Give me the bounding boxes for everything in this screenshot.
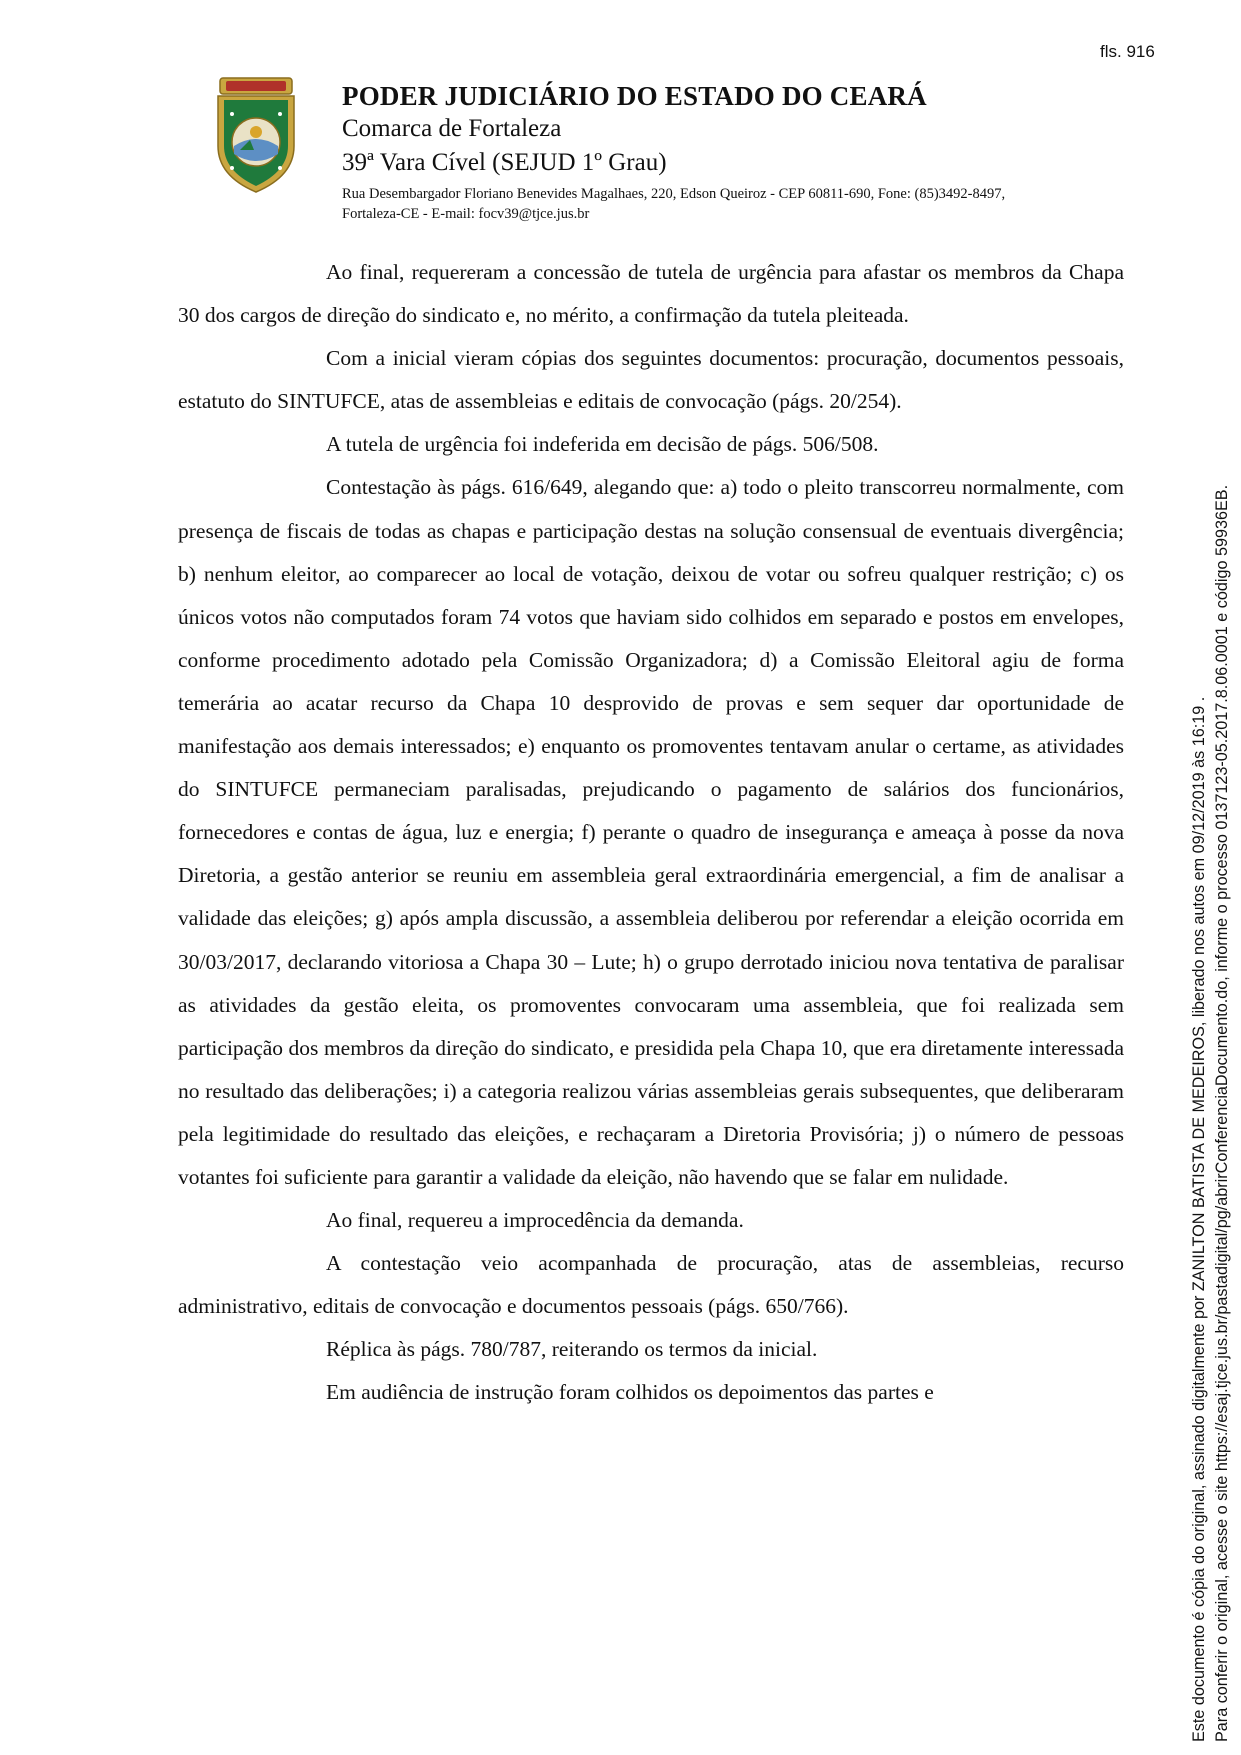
paragraph-5: Ao final, requereu a improcedência da demanda. — [326, 1208, 744, 1233]
court-address: Rua Desembargador Floriano Benevides Magalhaes, 220, Edson Queiroz - CEP 60811-690, Fone: (85)3492-8497, Fortaleza-CE - E-mail: focv39@tjce.jus.br — [342, 186, 1006, 222]
paragraph-4: Contestação às págs. 616/649, alegando que: a) todo o pleito transcorreu normalmente, com presença de fiscais de todas as chapas e participação destas na solução consensual de eventuais divergência; b) nenhum eleitor, ao comparecer ao local de votação, deixou de votar ou sofreu qualquer restrição; c) os únicos votos não computados foram 74 votos que haviam sido colhidos em separado e postos em envelopes, conforme procedimento adotado pela Comissão Organizadora; d) a Comissão Eleitoral agiu de forma temerária ao acatar recurso da Chapa 10 desprovido de provas e sem sequer dar oportunidade de manifestação aos demais interessados; e) enquanto os promoventes tentavam anular o certame, as atividades do SINTUFCE permaneciam paralisadas, prejudicando o pagamento de salários dos funcionários, fornecedores e contas de água, luz e energia; f) perante o quadro de insegurança e ameaça à posse da nova Diretoria, a gestão anterior se reuniu em assembleia geral extraordinária emergencial, a fim de analisar a validade das eleições; g) após ampla discussão, a assembleia deliberou por referendar a eleição ocorrida em 30/03/2017, declarando vitoriosa a Chapa 30 – Lute; h) o grupo derrotado iniciou nova tentativa de paralisar as atividades da gestão eleita, os promoventes convocaram uma assembleia, que foi realizada sem participação dos membros da direção do sindicato, e presidida pela Chapa 10, que era diretamente interessada no resultado das deliberações; i) a categoria realizou várias assembleias gerais subsequentes, que deliberaram pela legitimidade do resultado das eleições, e rechaçaram a Diretoria Provisória; j) o número de pessoas votantes foi suficiente para garantir a validade da eleição, não havendo que se falar em nulidade. — [178, 475, 1124, 1189]
document-body — [178, 251, 1124, 1415]
paragraph-3: A tutela de urgência foi indeferida em decisão de págs. 506/508. — [326, 432, 879, 457]
court-title: PODER JUDICIÁRIO DO ESTADO DO CEARÁ — [342, 81, 927, 111]
verification-line: Para conferir o original, acesse o site https://esaj.tjce.jus.br/pastadigital/pg/abrirConferenciaDocumento.do, informe o processo 0137123-05.2017.8.06.0001 e código 59936EB. — [1213, 484, 1231, 1742]
comarca-line: Comarca de Fortaleza — [342, 115, 562, 142]
digital-signature-note — [1188, 282, 1236, 1742]
page-number: fls. 916 — [1100, 42, 1155, 61]
paragraph-2: Com a inicial vieram cópias dos seguintes documentos: procuração, documentos pessoais, estatuto do SINTUFCE, atas de assembleias e editais de convocação (págs. 20/254). — [178, 346, 1124, 414]
paragraph-1: Ao final, requereram a concessão de tutela de urgência para afastar os membros da Chapa 30 dos cargos de direção do sindicato e, no mérito, a confirmação da tutela pleiteada. — [178, 260, 1124, 328]
vara-line: 39ª Vara Cível (SEJUD 1º Grau) — [342, 149, 667, 176]
court-header — [342, 80, 1042, 224]
signature-line: Este documento é cópia do original, assinado digitalmente por ZANILTON BATISTA DE MEDEIROS, liberado nos autos em 09/12/2019 às 16:19 . — [1190, 696, 1208, 1742]
paragraph-6: A contestação veio acompanhada de procuração, atas de assembleias, recurso administrativo, editais de convocação e documentos pessoais (págs. 650/766). — [178, 1251, 1124, 1319]
paragraph-8: Em audiência de instrução foram colhidos os depoimentos das partes e — [326, 1380, 934, 1405]
paragraph-7: Réplica às págs. 780/787, reiterando os termos da inicial. — [326, 1337, 818, 1362]
state-coat-of-arms-logo — [210, 76, 302, 194]
